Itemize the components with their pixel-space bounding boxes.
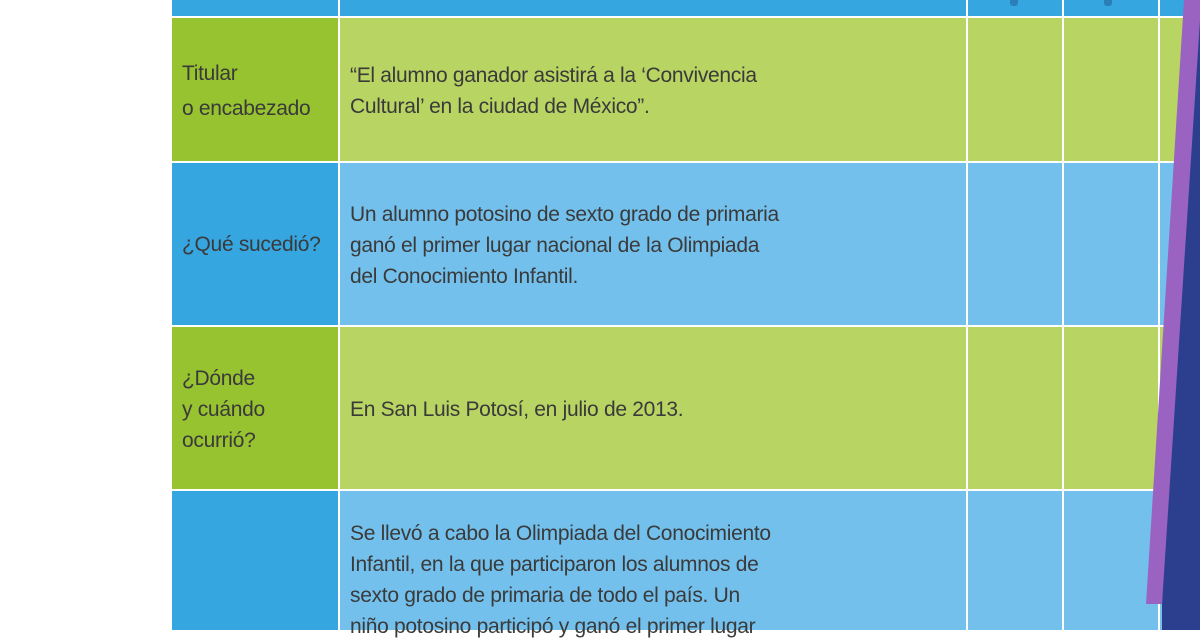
table-row <box>172 163 1082 325</box>
row-label <box>182 229 321 260</box>
row-text-cell <box>340 327 966 489</box>
row-text-cell <box>340 163 966 325</box>
row-text <box>350 518 950 642</box>
header-cell-text <box>340 0 966 16</box>
empty-cell[interactable] <box>1160 18 1200 161</box>
row-text-line: sexto grado de primaria de todo el país. Un <box>350 584 740 607</box>
row-label-line: ¿Qué sucedió? <box>182 233 321 256</box>
row-label <box>182 58 310 124</box>
empty-cell[interactable] <box>1160 327 1200 489</box>
header-cell-2 <box>1064 0 1158 16</box>
row-label-line: o encabezado <box>182 97 311 120</box>
row-text-line: Se llevó a cabo la Olimpiada del Conocimiento <box>350 522 771 545</box>
row-label-cell <box>172 327 338 489</box>
empty-cell[interactable] <box>968 491 1062 630</box>
row-text <box>350 394 950 425</box>
empty-cell[interactable] <box>968 18 1062 161</box>
row-label-line: Titular <box>182 62 238 85</box>
empty-cell[interactable] <box>1064 163 1158 325</box>
row-text-line: “El alumno ganador asistirá a la ‘Convivencia <box>350 64 757 87</box>
row-label <box>182 363 265 456</box>
row-text-line: Un alumno potosino de sexto grado de primaria <box>350 203 779 226</box>
empty-cell[interactable] <box>1064 491 1158 630</box>
row-text-cell <box>340 18 966 161</box>
row-label-cell <box>172 163 338 325</box>
header-cell-label <box>172 0 338 16</box>
row-text-line: niño potosino participó y ganó el primer lugar <box>350 615 756 638</box>
header-cell-3 <box>1160 0 1200 16</box>
row-text <box>350 60 950 122</box>
table-row <box>172 491 1082 638</box>
header-glyph-fragment <box>1104 0 1112 6</box>
header-glyph-fragment <box>1010 0 1018 6</box>
empty-cell[interactable] <box>1160 491 1200 630</box>
news-structure-table <box>172 0 1082 638</box>
row-label-line: ¿Dónde <box>182 367 255 390</box>
row-label-line: ocurrió? <box>182 429 256 452</box>
empty-cell[interactable] <box>968 163 1062 325</box>
empty-cell[interactable] <box>1064 18 1158 161</box>
table-header-row <box>172 0 1082 16</box>
row-text-cell <box>340 491 966 638</box>
empty-cell[interactable] <box>1160 163 1200 325</box>
empty-cell[interactable] <box>1064 327 1158 489</box>
row-text-line: En San Luis Potosí, en julio de 2013. <box>350 398 684 421</box>
row-label-cell <box>172 491 338 630</box>
table-row <box>172 327 1082 489</box>
row-text-line: ganó el primer lugar nacional de la Olimpiada <box>350 234 760 257</box>
table-row <box>172 18 1082 161</box>
row-text <box>350 199 950 292</box>
row-text-line: del Conocimiento Infantil. <box>350 265 578 288</box>
empty-cell[interactable] <box>968 327 1062 489</box>
row-label-line: y cuándo <box>182 398 265 421</box>
row-label-cell <box>172 18 338 161</box>
row-text-line: Cultural’ en la ciudad de México”. <box>350 95 650 118</box>
row-text-line: Infantil, en la que participaron los alumnos de <box>350 553 759 576</box>
header-cell-1 <box>968 0 1062 16</box>
